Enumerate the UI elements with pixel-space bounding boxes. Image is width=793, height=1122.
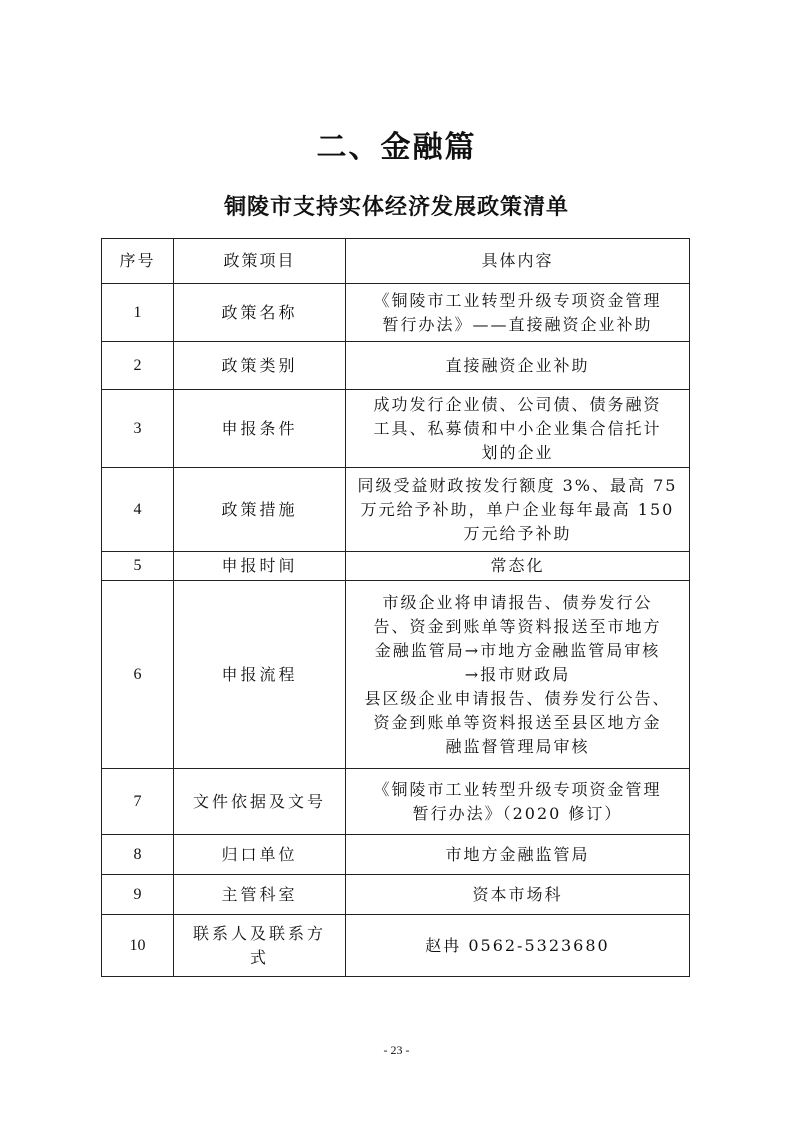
row-index: 2: [102, 342, 174, 390]
content-line: 资本市场科: [472, 884, 563, 904]
content-line: 《铜陵市工业转型升级专项资金管理: [373, 779, 662, 799]
table-row: [102, 342, 690, 390]
content-line: 直接融资企业补助: [445, 355, 590, 375]
row-policy-item: 归口单位: [174, 835, 346, 875]
row-index: 3: [102, 390, 174, 468]
row-content: [346, 284, 690, 342]
table-row: [102, 468, 690, 552]
table-row: [102, 915, 690, 977]
content-line: 融监督管理局审核: [445, 736, 590, 756]
content-line: 万元给予补助: [463, 523, 572, 543]
page-number: - 23 -: [383, 1043, 410, 1057]
content-line: 市地方金融监管局: [445, 844, 590, 864]
policy-table: [101, 238, 690, 977]
table-body: [102, 284, 690, 977]
header-content: 具体内容: [346, 239, 690, 284]
row-content: [346, 468, 690, 552]
document-title: 铜陵市支持实体经济发展政策清单: [223, 195, 569, 220]
content-line: →报市财政局: [464, 664, 571, 684]
table-row: [102, 875, 690, 915]
content-line: 划的企业: [481, 442, 554, 462]
row-policy-item: 申报条件: [174, 390, 346, 468]
table-row: [102, 552, 690, 581]
content-line: 市级企业将申请报告、债券发行公: [382, 592, 653, 612]
row-policy-item: 主管科室: [174, 875, 346, 915]
table-row: [102, 390, 690, 468]
header-policy-item: 政策项目: [174, 239, 346, 284]
row-content: [346, 390, 690, 468]
row-content: [346, 769, 690, 835]
content-line: 告、资金到账单等资料报送至市地方: [373, 616, 662, 636]
row-policy-item: 政策措施: [174, 468, 346, 552]
content-line: 赵冉 0562-5323680: [425, 935, 610, 955]
content-line: 县区级企业申请报告、债券发行公告、: [364, 688, 671, 708]
content-line: 暂行办法》——直接融资企业补助: [382, 314, 653, 334]
row-policy-item: 申报时间: [174, 552, 346, 581]
section-title: 二、金融篇: [316, 130, 477, 165]
row-policy-item: 政策名称: [174, 284, 346, 342]
table-row: [102, 835, 690, 875]
row-content: [346, 875, 690, 915]
header-index: 序号: [102, 239, 174, 284]
row-content: [346, 835, 690, 875]
row-policy-item: 政策类别: [174, 342, 346, 390]
row-content: [346, 552, 690, 581]
row-index: 8: [102, 835, 174, 875]
content-line: 资金到账单等资料报送至县区地方金: [373, 712, 662, 732]
row-index: 9: [102, 875, 174, 915]
content-line: 工具、私募债和中小企业集合信托计: [373, 418, 662, 438]
row-policy-item: 联系人及联系方式: [174, 915, 346, 977]
row-content: [346, 581, 690, 769]
content-line: 金融监管局→市地方金融监管局审核: [374, 640, 661, 660]
row-index: 7: [102, 769, 174, 835]
row-content: [346, 342, 690, 390]
content-line: 《铜陵市工业转型升级专项资金管理: [373, 290, 662, 310]
row-index: 4: [102, 468, 174, 552]
row-content: [346, 915, 690, 977]
row-index: 6: [102, 581, 174, 769]
row-index: 1: [102, 284, 174, 342]
row-index: 10: [102, 915, 174, 977]
content-line: 常态化: [490, 556, 545, 575]
table-row: [102, 581, 690, 769]
row-policy-item: 申报流程: [174, 581, 346, 769]
row-index: 5: [102, 552, 174, 581]
content-line: 同级受益财政按发行额度 3%、最高 75: [357, 475, 678, 495]
table-row: [102, 284, 690, 342]
table-row: [102, 769, 690, 835]
content-line: 暂行办法》（2020 修订）: [412, 803, 623, 823]
row-policy-item: 文件依据及文号: [174, 769, 346, 835]
content-line: 成功发行企业债、公司债、债务融资: [373, 394, 662, 414]
table-header-row: [102, 239, 690, 284]
content-line: 万元给予补助，单户企业每年最高 150: [360, 499, 675, 519]
